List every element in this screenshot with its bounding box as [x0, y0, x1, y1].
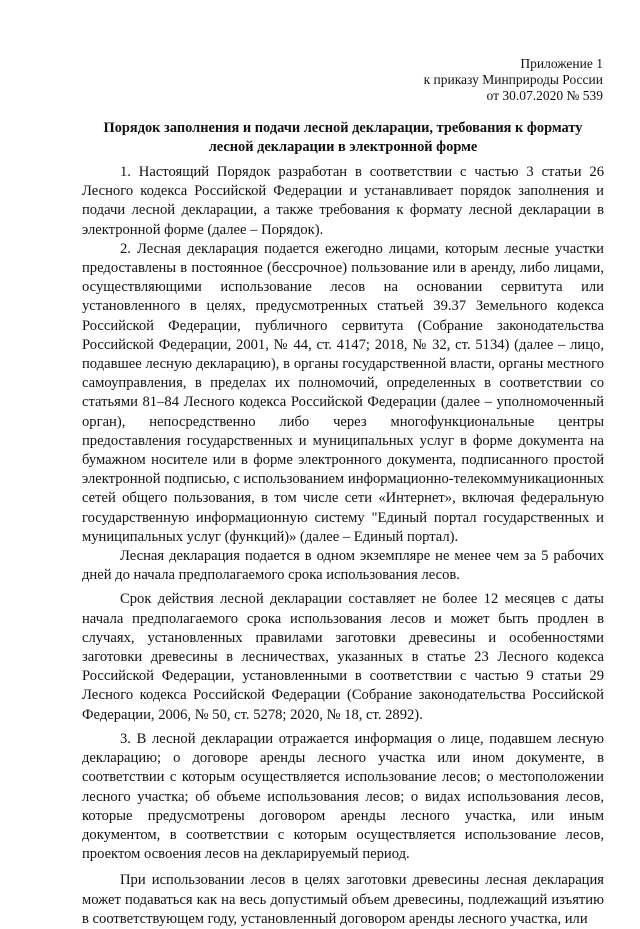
- document-title-line-2: лесной декларации в электронной форме: [208, 139, 478, 155]
- appendix-line-3: от 30.07.2020 № 539: [486, 88, 603, 103]
- appendix-header: [424, 56, 603, 104]
- paragraph-1: 1. Настоящий Порядок разработан в соответствии с частью 3 статьи 26 Лесного кодекса Российской Федерации и устанавливает порядок заполнения и подачи лесной декларации, а также требования к формату лесной декларации в электронной форме (далее – Порядок).: [82, 164, 604, 238]
- paragraph-5: 3. В лесной декларации отражается информация о лице, подавшем лесную декларацию; о договоре аренды лесного участка или ином документе, в соответствии с которым осуществляется использование лесов; о местоположении лесного участка; об объеме использования лесов; о видах использования лесов, которые предусмотрены договором аренды лесного участка, или иным документом, в соответствии с которым осуществляется использование лесов, проектом освоения лесов на декларируемый период.: [82, 730, 604, 863]
- paragraph-4: Срок действия лесной декларации составляет не более 12 месяцев с даты начала предполагаемого срока использования лесов и может быть продлен в случаях, установленных правилами заготовки древесины и особенностями заготовки древесины в лесничествах, указанных в статье 23 Лесного кодекса Российской Федерации, установленными в соответствии с частью 9 статьи 29 Лесного кодекса Российской Федерации (Собрание законодательства Российской Федерации, 2006, № 50, ст. 5278; 2020, № 18, ст. 2892).: [82, 591, 604, 723]
- document-title-line-1: Порядок заполнения и подачи лесной декларации, требования к формату: [103, 120, 583, 136]
- document-title: [82, 119, 604, 157]
- paragraph-6: При использовании лесов в целях заготовки древесины лесная декларация может подаваться как на весь допустимый объем древесины, подлежащий изъятию в соответствующем году, установленный договором аренды лесного участка, или: [82, 872, 604, 927]
- document-body: [82, 163, 604, 929]
- appendix-line-2: к приказу Минприроды России: [423, 72, 603, 87]
- paragraph-3: Лесная декларация подается в одном экземпляре не менее чем за 5 рабочих дней до начала предполагаемого срока использования лесов.: [82, 548, 604, 584]
- appendix-line-1: Приложение 1: [520, 56, 603, 71]
- paragraph-2: 2. Лесная декларация подается ежегодно лицами, которым лесные участки предоставлены в постоянное (бессрочное) пользование или в аренду, либо лицами, осуществляющими использование лесов на основании сервитута или установленного в целях, предусмотренных статьей 39.37 Земельного кодекса Российской Федерации, публичного сервитута (Собрание законодательства Российской Федерации, 2001, № 44, ст. 4147; 2018, № 32, ст. 5134) (далее – лицо, подавшее лесную декларацию), в органы государственной власти, органы местного самоуправления, в пределах их полномочий, определенных в соответствии со статьями 81–84 Лесного кодекса Российской Федерации (далее – уполномоченный орган), непосредственно либо через многофункциональные центры предоставления государственных и муниципальных услуг в форме документа на бумажном носителе или в форме электронного документа, подписанного простой электронной подписью, с использованием информационно-телекоммуникационных сетей общего пользования, в том числе сети «Интернет», включая федеральную государственную информационную систему "Единый портал государственных и муниципальных услуг (функций)» (далее – Единый портал).: [82, 240, 604, 545]
